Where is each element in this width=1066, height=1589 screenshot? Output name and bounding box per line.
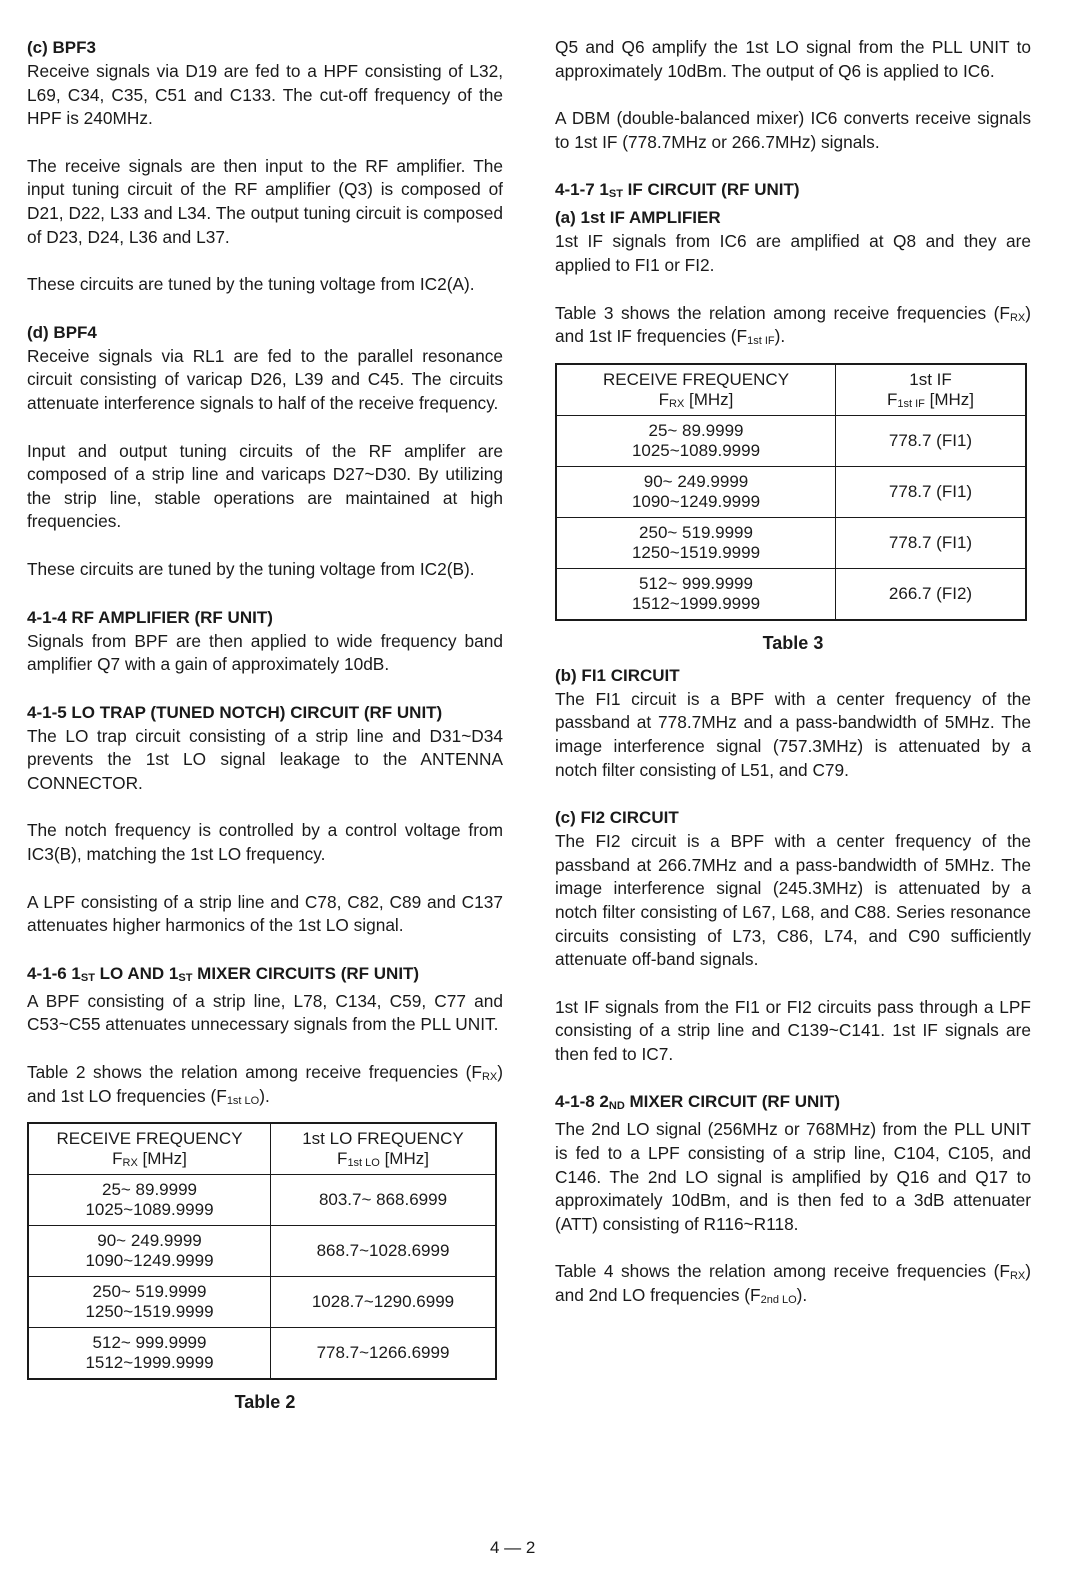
- bpf4-heading: (d) BPF4: [27, 322, 97, 342]
- bpf3-heading: (c) BPF3: [27, 38, 96, 57]
- table-2-header: [28, 1123, 496, 1175]
- first-if-amplifier-heading: (a) 1st IF AMPLIFIER: [555, 208, 721, 228]
- page-number: 4 — 2: [490, 1538, 536, 1557]
- table-cell: 778.7 (FI1): [836, 466, 1027, 517]
- table-cell: 90~ 249.9999 1090~1249.9999: [556, 466, 836, 517]
- table-3-col2-header: 1st IF $F_{1st IF}$ [MHz]: [836, 364, 1027, 416]
- table-row: [556, 568, 1026, 620]
- fi1-circuit-paragraph: The FI1 circuit is a BPF with a center frequency of the passband at 778.7MHz and a pass-bandwidth of 5MHz. The image interference signal (757.3MHz) is attenuated by a notch filter consisting of L51, and C79.: [555, 688, 1031, 780]
- section-4-1-6-paragraph-1: A BPF consisting of a strip line, L78, C134, C59, C77 and C53~C55 attenuates unnecessary signals from the PLL UNIT.: [27, 990, 503, 1035]
- fi2-circuit-paragraph-2: 1st IF signals from the FI1 or FI2 circuits pass through a LPF consisting of a strip line and C139~C141. 1st IF signals are then fed to IC7.: [555, 996, 1031, 1064]
- table-cell: 512~ 999.9999 1512~1999.9999: [28, 1328, 271, 1380]
- table-cell: 512~ 999.9999 1512~1999.9999: [556, 568, 836, 620]
- table-row: [28, 1328, 496, 1380]
- section-4-1-7-heading: 4-1-7 1ST IF CIRCUIT (RF UNIT): [555, 180, 800, 201]
- table-cell: 1028.7~1290.6999: [271, 1277, 497, 1328]
- section-4-1-8-paragraph-1: The 2nd LO signal (256MHz or 768MHz) from the PLL UNIT is fed to a LPF consisting of a strip line, C104, C105, and C146. The 2nd LO signal is amplified by Q16 and Q17 to approximately 10dBm, and is then fed to a 3dB attenuater (ATT) consisting of R116~R118.: [555, 1119, 1031, 1234]
- table-2: [27, 1122, 497, 1380]
- table-row: [556, 466, 1026, 517]
- table-row: [28, 1277, 496, 1328]
- section-4-1-4-paragraph: Signals from BPF are then applied to wide frequency band amplifier Q7 with a gain of approximately 10dB.: [27, 630, 503, 675]
- section-4-1-6-heading: 4-1-6 1ST LO AND 1ST MIXER CIRCUITS (RF UNIT): [27, 963, 420, 984]
- section-4-1-8-heading: 4-1-8 2ND MIXER CIRCUIT (RF UNIT): [555, 1092, 841, 1113]
- table-2-col1-header: RECEIVE FREQUENCY $F_{RX}$ [MHz]: [28, 1123, 271, 1175]
- section-4-1-8-paragraph-2: Table 4 shows the relation among receive frequencies $(F_{RX})$ and 2nd LO frequencies $(F_{2nd LO})$.: [555, 1261, 1031, 1307]
- table-row: [556, 415, 1026, 466]
- table-cell: 803.7~ 868.6999: [271, 1175, 497, 1226]
- table-cell: 778.7~1266.6999: [271, 1328, 497, 1380]
- section-4-1-5-paragraph-3: A LPF consisting of a strip line and C78, C82, C89 and C137 attenuates higher harmonics of the 1st LO signal.: [27, 891, 503, 936]
- bpf3-paragraph-3: These circuits are tuned by the tuning voltage from IC2(A).: [27, 274, 475, 295]
- table-cell: 250~ 519.9999 1250~1519.9999: [28, 1277, 271, 1328]
- left-column: [27, 36, 503, 1413]
- table-cell: 778.7 (FI1): [836, 517, 1027, 568]
- section-4-1-4-heading: 4-1-4 RF AMPLIFIER (RF UNIT): [27, 607, 273, 627]
- table-3-caption: Table 3: [762, 632, 824, 653]
- table-cell: 266.7 (FI2): [836, 568, 1027, 620]
- table-3: [555, 363, 1027, 621]
- fi2-circuit-heading: (c) FI2 CIRCUIT: [555, 808, 679, 828]
- right-column: [555, 36, 1031, 1308]
- table-2-caption: Table 2: [234, 1392, 296, 1413]
- table-cell: 250~ 519.9999 1250~1519.9999: [556, 517, 836, 568]
- lo-amplifier-paragraph: Q5 and Q6 amplify the 1st LO signal from the PLL UNIT to approximately 10dBm. The output of Q6 is applied to IC6.: [555, 37, 1031, 81]
- table-cell: 90~ 249.9999 1090~1249.9999: [28, 1226, 271, 1277]
- table-2-col2-header: 1st LO FREQUENCY $F_{1st LO}$ [MHz]: [271, 1123, 497, 1175]
- table-3-header: [556, 364, 1026, 416]
- first-if-amplifier-paragraph-2: Table 3 shows the relation among receive frequencies $(F_{RX})$ and 1st IF frequencies $(F_{1st IF})$.: [555, 302, 1031, 348]
- bpf4-paragraph-1: Receive signals via RL1 are fed to the parallel resonance circuit consisting of varicap D26, L39 and C45. The circuits attenuate interference signals to half of the receive frequency.: [27, 345, 503, 413]
- table-cell: 778.7 (FI1): [836, 415, 1027, 466]
- section-4-1-5-paragraph-2: The notch frequency is controlled by a control voltage from IC3(B), matching the 1st LO frequency.: [27, 820, 503, 865]
- table-cell: 868.7~1028.6999: [271, 1226, 497, 1277]
- section-4-1-6-paragraph-2: Table 2 shows the relation among receive frequencies $(F_{RX})$ and 1st LO frequencies $(F_{1st LO})$.: [27, 1062, 503, 1107]
- fi2-circuit-paragraph-1: The FI2 circuit is a BPF with a center frequency of the passband at 266.7MHz and a pass-bandwidth of 5MHz. The image interference signal (245.3MHz) is attenuated by a notch filter consisting of L67, L68, and C88. Series resonance circuits consisting of L73, C86, L74, and C90 sufficiently attenuate off-band signals.: [555, 831, 1031, 970]
- first-if-amplifier-paragraph-1: 1st IF signals from IC6 are amplified at Q8 and they are applied to FI1 or FI2.: [555, 231, 1031, 275]
- table-row: [556, 517, 1026, 568]
- bpf3-paragraph-2: The receive signals are then input to the RF amplifier. The input tuning circuit of the RF amplifier (Q3) is composed of D21, D22, L33 and L34. The output tuning circuit is composed of D23, D24, L36 and L37.: [27, 155, 503, 247]
- table-cell: 25~ 89.9999 1025~1089.9999: [28, 1175, 271, 1226]
- bpf4-paragraph-3: These circuits are tuned by the tuning voltage from IC2(B).: [27, 558, 475, 579]
- section-4-1-5-paragraph-1: The LO trap circuit consisting of a strip line and D31~D34 prevents the 1st LO signal leakage to the ANTENNA CONNECTOR.: [27, 725, 503, 793]
- fi1-circuit-heading: (b) FI1 CIRCUIT: [555, 665, 680, 685]
- table-row: [28, 1175, 496, 1226]
- section-4-1-5-heading: 4-1-5 LO TRAP (TUNED NOTCH) CIRCUIT (RF UNIT): [27, 702, 443, 722]
- bpf4-paragraph-2: Input and output tuning circuits of the RF amplifer are composed of a strip line and varicaps D27~D30. By utilizing the strip line, stable operations are maintained at high frequencies.: [27, 440, 503, 532]
- table-row: [28, 1226, 496, 1277]
- table-3-col1-header: RECEIVE FREQUENCY $F_{RX}$ [MHz]: [556, 364, 836, 416]
- bpf3-paragraph-1: Receive signals via D19 are fed to a HPF consisting of L32, L69, C34, C35, C51 and C133. The cut-off frequency of the HPF is 240MHz.: [27, 61, 503, 129]
- dbm-paragraph: A DBM (double-balanced mixer) IC6 converts receive signals to 1st IF (778.7MHz or 266.7MHz) signals.: [555, 108, 1031, 152]
- table-cell: 25~ 89.9999 1025~1089.9999: [556, 415, 836, 466]
